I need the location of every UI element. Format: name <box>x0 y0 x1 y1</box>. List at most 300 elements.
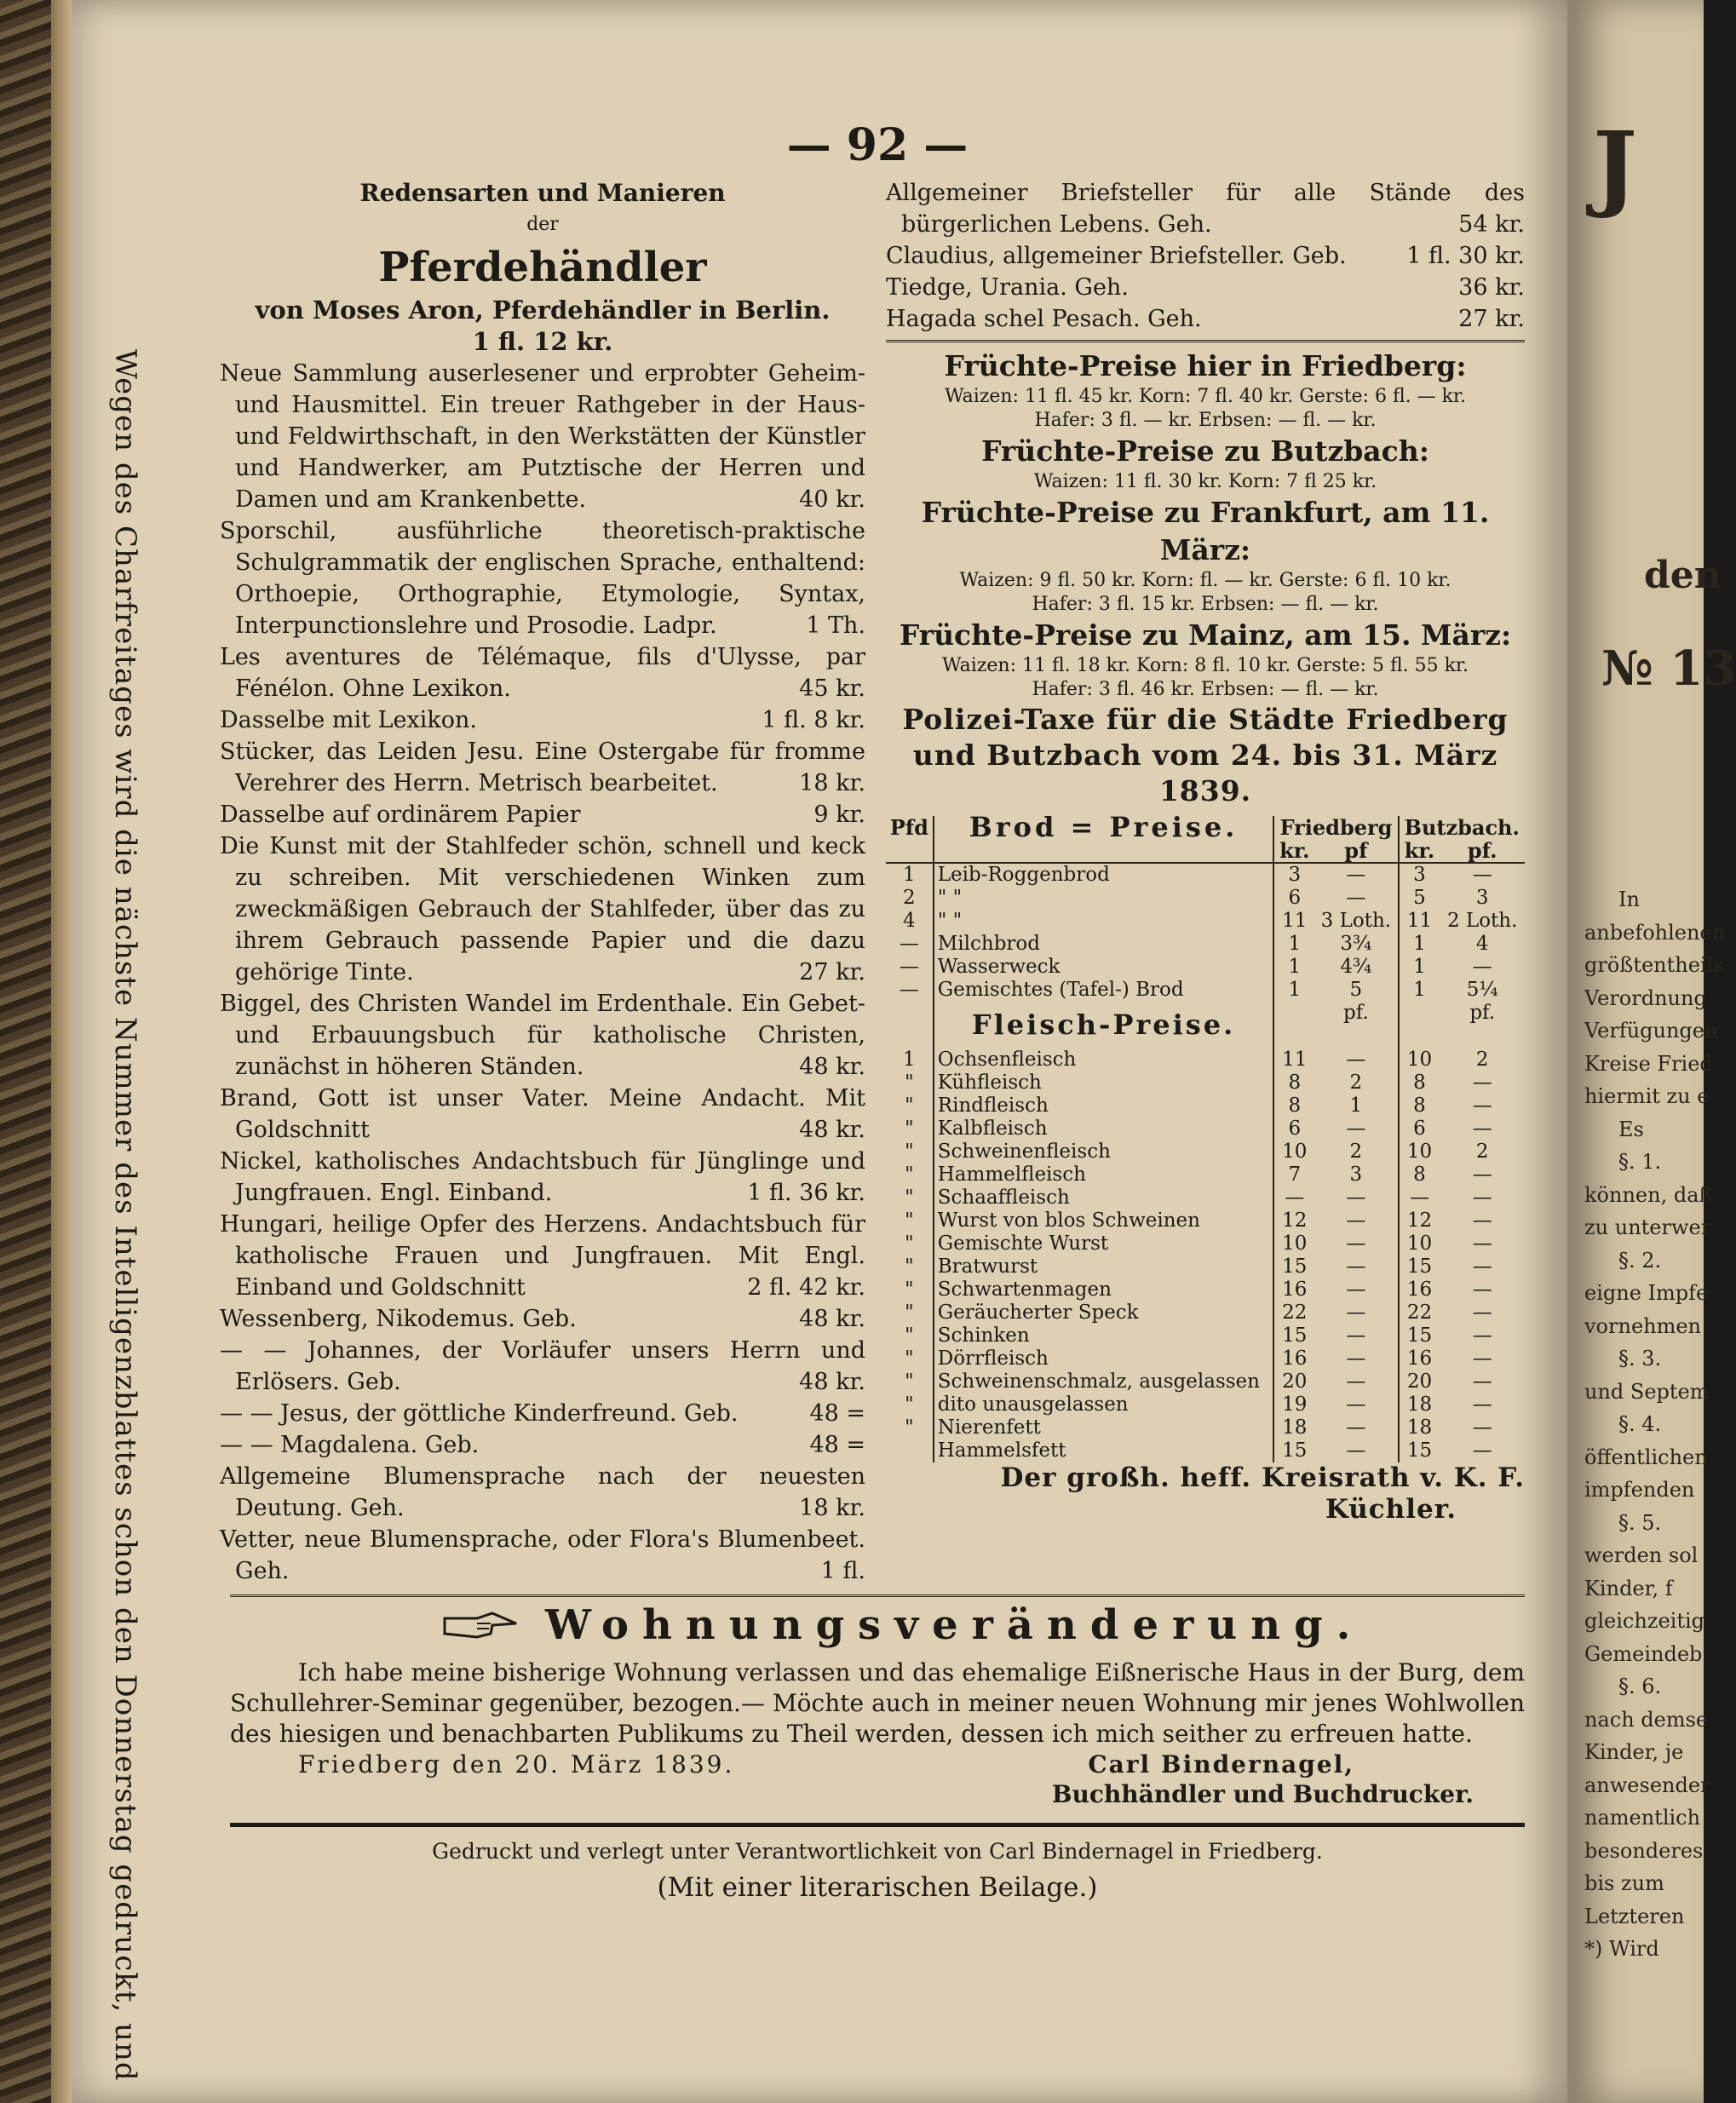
cell-bk: 1 <box>1399 956 1440 979</box>
book-entry <box>220 1524 865 1587</box>
next-page-line: Kinder, f <box>1584 1576 1673 1600</box>
cell-name: Schweinenschmalz, ausgelassen <box>934 1370 1274 1393</box>
entry-price: 48 kr. <box>799 1054 865 1080</box>
cell-bk: 10 <box>1399 1049 1440 1072</box>
cell-fp: — <box>1346 1278 1366 1301</box>
entry-text: Dasselbe mit Lexikon. <box>220 707 477 733</box>
cell-bk: 10 <box>1399 1141 1440 1164</box>
cell-bp: — <box>1472 1416 1492 1439</box>
cell-bk: 1 <box>1399 933 1440 956</box>
cell-bp: 4 <box>1475 933 1489 955</box>
table-row <box>886 1347 1525 1370</box>
cell-pfd: " <box>905 1301 914 1324</box>
cell-fk: 11 <box>1273 910 1314 933</box>
next-page-line: Verordnung <box>1584 985 1707 1010</box>
cell-pfd: 4 <box>903 910 916 932</box>
next-page-line: werden sol <box>1584 1543 1699 1567</box>
cell-pfd: — <box>899 933 919 955</box>
table-row <box>886 1118 1525 1141</box>
cell-name: Gemischtes (Tafel-) Brod <box>934 979 1274 1002</box>
ad-heading-der: der <box>526 214 559 235</box>
cell-pfd: " <box>905 1347 914 1370</box>
cell-bk: 22 <box>1399 1301 1440 1324</box>
cell-bp: — <box>1472 1278 1492 1301</box>
entry-text: — — Johannes, der Vorläufer unsers Herrn und Erlösers. Geb. <box>220 1337 865 1395</box>
next-page-line: zu unterwer <box>1584 1215 1711 1239</box>
cell-fp: — <box>1346 1439 1366 1462</box>
cell-bk: 10 <box>1399 1232 1440 1255</box>
book-list <box>220 358 865 1587</box>
cell-bp: — <box>1472 1393 1492 1416</box>
table-row <box>886 1164 1525 1187</box>
cell-bk: 16 <box>1399 1347 1440 1370</box>
announce-title: Wohnungsveränderung. <box>545 1601 1365 1649</box>
announce-title-row <box>230 1601 1525 1649</box>
cell-name: Gemischte Wurst <box>934 1232 1274 1255</box>
entry-price: 27 kr. <box>799 959 865 985</box>
entry-price: 36 kr. <box>1458 274 1525 301</box>
next-page-line: und Septem <box>1584 1379 1710 1404</box>
cell-name: Nierenfett <box>934 1416 1274 1439</box>
cell-fp: — <box>1346 1232 1366 1255</box>
cell-fk: 1 <box>1273 933 1314 956</box>
cell-bp: — <box>1472 1370 1492 1393</box>
cell-pfd: — <box>899 956 919 978</box>
next-page-line: anbefohlenen <box>1584 920 1726 945</box>
entry-price: 1 fl. 30 kr. <box>1406 243 1525 269</box>
next-page-line: Letzteren <box>1584 1904 1685 1928</box>
next-page-line: vornehmen <box>1584 1313 1702 1338</box>
entry-text: Sporschil, ausführliche theoretisch-praktische Schulgrammatik der englischen Sprache, enthaltend: Orthoepie, Orthographie, Etymologie, Syntax, Interpunctionslehre und Prosodie. Ladpr. <box>220 518 865 639</box>
next-page-line: eigne Impfe <box>1584 1281 1709 1305</box>
entry-text: Vetter, neue Blumensprache, oder Flora's Blumenbeet. Geh. <box>220 1526 865 1584</box>
announce-body: Ich habe meine bisherige Wohnung verlassen und das ehemalige Eißnerische Haus in der Burg, dem Schullehrer-Seminar gegenüber, bezogen.— Möchte auch in meiner neuen Wohnung mir jenes Wohlwollen des hiesigen und benachbarten Publikums zu Theil werden, dessen ich mich seither zu erfreuen hatte. <box>230 1658 1525 1748</box>
cell-fp: — <box>1346 1393 1366 1416</box>
cell-fp: — <box>1346 1416 1366 1439</box>
cell-bp: 2 <box>1475 1141 1489 1163</box>
bread-rows <box>886 863 1525 1002</box>
cell-fk: 7 <box>1273 1164 1314 1187</box>
signer-title: Buchhändler und Buchdrucker. <box>1051 1780 1474 1808</box>
cell-pfd <box>886 1439 934 1462</box>
table-row <box>886 887 1525 910</box>
ad-author: von Moses Aron, Pferdehändler in Berlin. <box>255 296 831 325</box>
cell-fk: 8 <box>1273 1095 1314 1118</box>
cell-fk: 15 <box>1273 1324 1314 1347</box>
entry-price: 1 Th. <box>806 612 865 639</box>
announce-sign <box>230 1750 1525 1780</box>
cell-fk: 6 <box>1273 1118 1314 1141</box>
market-title: Früchte-Preise hier in Friedberg: <box>944 349 1467 382</box>
cell-fp: 1 <box>1349 1095 1363 1117</box>
entry-text: Nickel, katholisches Andachtsbuch für Jünglinge und Jungfrauen. Engl. Einband. <box>220 1148 865 1206</box>
book-entry <box>220 1398 865 1429</box>
cell-fp: 5 <box>1349 979 1363 1001</box>
next-page-line: §. 1. <box>1618 1150 1662 1174</box>
footer-rule <box>230 1823 1525 1827</box>
cell-bp: — <box>1472 1210 1492 1232</box>
entry-price: 18 kr. <box>799 1495 865 1521</box>
cell-fk: 10 <box>1273 1141 1314 1164</box>
entry-price: 40 kr. <box>799 486 865 513</box>
cell-bk: 8 <box>1399 1095 1440 1118</box>
table-row <box>886 1301 1525 1324</box>
cell-fk: 16 <box>1273 1347 1314 1370</box>
next-page-line: Es <box>1618 1117 1644 1141</box>
entry-text: Tiedge, Urania. Geh. <box>886 274 1129 301</box>
table-row <box>886 979 1525 1002</box>
book-entry <box>220 358 865 515</box>
book-entry <box>220 988 865 1083</box>
next-page-line: §. 6. <box>1618 1675 1662 1698</box>
signature: Der großh. heff. Kreisrath v. K. F. <box>1000 1462 1525 1493</box>
footer-imprint: Gedruckt und verlegt unter Verantwortlichkeit von Carl Bindernagel in Friedberg. <box>432 1839 1323 1864</box>
cell-pfd: " <box>905 1118 914 1140</box>
next-page-line: Kreise Fried <box>1584 1051 1713 1076</box>
pf-label-2: pf. <box>1469 1002 1496 1024</box>
market-line: Waizen: 9 fl. 50 kr. Korn: fl. — kr. Gerste: 6 fl. 10 kr. <box>959 570 1451 591</box>
cell-fp: — <box>1346 1347 1366 1370</box>
tax-title: Polizei-Taxe für die Städte Friedberg und Butzbach vom 24. bis 31. März 1839. <box>902 703 1509 807</box>
market-title: Früchte-Preise zu Frankfurt, am 11. März: <box>921 496 1490 566</box>
book-entry <box>220 1429 865 1461</box>
table-row <box>886 1439 1525 1462</box>
cell-bk: 15 <box>1399 1255 1440 1278</box>
cell-fp: 3¾ <box>1340 933 1372 955</box>
book-entry <box>220 1146 865 1209</box>
cell-pfd: " <box>905 1187 914 1209</box>
cell-bp: — <box>1472 1187 1492 1209</box>
col-kr: kr. <box>1273 839 1314 863</box>
market-line: Hafer: 3 fl. 15 kr. Erbsen: — fl. — kr. <box>1032 594 1379 615</box>
entry-price: 48 = <box>809 1400 865 1427</box>
cell-bk: 15 <box>1399 1324 1440 1347</box>
book-list-right <box>886 177 1525 335</box>
signer: Carl Bindernagel, <box>1088 1750 1354 1778</box>
next-page-den: den <box>1644 554 1722 597</box>
col-pfd: Pfd <box>886 816 934 863</box>
table-row <box>886 1072 1525 1095</box>
cell-name: Milchbrod <box>934 933 1274 956</box>
next-page-line: *) Wird <box>1584 1937 1659 1961</box>
meat-rows <box>886 1049 1525 1462</box>
market-line: Waizen: 11 fl. 18 kr. Korn: 8 fl. 10 kr. Gerste: 5 fl. 55 kr. <box>941 655 1469 676</box>
cell-fk: 1 <box>1273 956 1314 979</box>
col-bread-title: Brod = Preise. <box>934 816 1274 863</box>
place-date: Friedberg den 20. März 1839. <box>298 1750 735 1778</box>
book-entry <box>220 799 865 830</box>
cell-pfd: " <box>905 1278 914 1301</box>
cell-fp: — <box>1346 864 1366 886</box>
table-row <box>886 1141 1525 1164</box>
cell-fp: — <box>1346 1255 1366 1278</box>
table-row <box>886 863 1525 887</box>
cell-pfd: " <box>905 1416 914 1439</box>
col-friedberg: Friedberg <box>1273 816 1398 839</box>
vertical-note: Wegen des Charfreitages wird die nächste Nummer des Intelligenzblattes schon den Donnerstag gedruckt, und <box>108 349 142 2082</box>
entry-text: Les aventures de Télémaque, fils d'Ulysse, par Fénélon. Ohne Lexikon. <box>220 644 865 702</box>
ad-title: Pferdehändler <box>378 244 707 291</box>
cell-bp: — <box>1472 1072 1492 1094</box>
cell-fk: 15 <box>1273 1439 1314 1462</box>
book-entry <box>220 1303 865 1335</box>
cell-fk: 3 <box>1273 863 1314 887</box>
cell-bp: — <box>1472 1118 1492 1140</box>
cell-bk: 5 <box>1399 887 1440 910</box>
cell-fk: 10 <box>1273 1232 1314 1255</box>
book-entry <box>220 1335 865 1398</box>
entry-text: — — Magdalena. Geb. <box>220 1432 480 1458</box>
next-page-line: nach demse <box>1584 1707 1709 1732</box>
table-row <box>886 1095 1525 1118</box>
cell-bp: 2 Loth. <box>1446 910 1518 932</box>
cell-fp: — <box>1346 1370 1366 1393</box>
table-row <box>886 933 1525 956</box>
table-row <box>886 1187 1525 1210</box>
cell-pfd: " <box>905 1164 914 1186</box>
entry-price: 9 kr. <box>813 802 865 828</box>
entry-text: Hungari, heilige Opfer des Herzens. Andachtsbuch für katholische Frauen und Jungfrauen. Mit Engl. Einband und Goldschnitt <box>220 1211 865 1301</box>
book-entry <box>220 830 865 988</box>
cell-bk: 11 <box>1399 910 1440 933</box>
entry-price: 2 fl. 42 kr. <box>747 1274 865 1301</box>
entry-price: 48 kr. <box>799 1117 865 1143</box>
next-page-line: In <box>1618 888 1640 911</box>
market-line: Hafer: 3 fl. 46 kr. Erbsen: — fl. — kr. <box>1032 679 1379 700</box>
book-entry <box>220 1083 865 1146</box>
cell-bk: 18 <box>1399 1393 1440 1416</box>
cell-name: " " <box>934 887 1274 910</box>
col-butzbach: Butzbach. <box>1399 816 1525 839</box>
next-page-line: öffentlichen <box>1584 1445 1708 1469</box>
market-title: Früchte-Preise zu Mainz, am 15. März: <box>899 618 1512 652</box>
next-page-line: §. 3. <box>1618 1347 1662 1370</box>
table-row <box>886 956 1525 979</box>
entry-price: 27 kr. <box>1458 306 1525 332</box>
entry-price: 48 kr. <box>799 1306 865 1332</box>
entry-text: Claudius, allgemeiner Briefsteller. Geb. <box>886 243 1347 269</box>
cell-name: Leib-Roggenbrod <box>934 863 1274 887</box>
next-page-line: Gemeindeb <box>1584 1641 1703 1666</box>
cell-bk: 3 <box>1399 863 1440 887</box>
cell-pfd: " <box>905 1393 914 1416</box>
cell-fk: — <box>1273 1187 1314 1210</box>
book-entry <box>220 1461 865 1524</box>
cell-pfd: 1 <box>903 864 916 886</box>
cell-fk: 22 <box>1273 1301 1314 1324</box>
book-entry <box>886 272 1525 303</box>
entry-price: 48 = <box>809 1432 865 1458</box>
book-entry <box>220 641 865 704</box>
next-page-line: Verfügungen <box>1584 1019 1718 1043</box>
entry-text: Die Kunst mit der Stahlfeder schön, schnell und keck zu schreiben. Mit verschiedenen Winken zum zweckmäßigen Gebrauch der Stahlfeder, über das zu ihrem Gebrauch passende Papier und die dazu gehörige Tinte. <box>220 833 865 985</box>
market-line: Waizen: 11 fl. 30 kr. Korn: 7 fl 25 kr. <box>1033 471 1377 492</box>
next-page-line: §. 2. <box>1618 1248 1662 1273</box>
footer <box>230 1823 1525 1909</box>
entry-text: Hagada schel Pesach. Geh. <box>886 306 1202 332</box>
cell-pfd: 2 <box>903 887 916 909</box>
table-row <box>886 1416 1525 1439</box>
cell-pfd: " <box>905 1141 914 1163</box>
next-page-number: № 13 <box>1601 641 1736 697</box>
cell-fk: 1 <box>1273 979 1314 1002</box>
cell-name: Schweinenfleisch <box>934 1141 1274 1164</box>
cell-bp: — <box>1472 1301 1492 1324</box>
cell-bk: 8 <box>1399 1164 1440 1187</box>
cell-fp: — <box>1346 1049 1366 1071</box>
pointing-hand-icon <box>443 1608 520 1642</box>
cell-name: Bratwurst <box>934 1255 1274 1278</box>
cell-bp: — <box>1472 1095 1492 1117</box>
entry-text: Neue Sammlung auserlesener und erprobter Geheim- und Hausmittel. Ein treuer Rathgeber in der Haus- und Feldwirthschaft, in den Werkstätten der Künstler und Handwerker, am Putztische der Herren und Damen und am Krankenbette. <box>220 360 865 513</box>
table-row <box>886 1232 1525 1255</box>
cell-fk: 16 <box>1273 1278 1314 1301</box>
cell-fk: 12 <box>1273 1210 1314 1232</box>
next-page-line: können, daß <box>1584 1182 1713 1207</box>
entry-text: Dasselbe auf ordinärem Papier <box>220 802 581 828</box>
cell-name: " " <box>934 910 1274 933</box>
table-row <box>886 1255 1525 1278</box>
cell-fp: 3 <box>1349 1164 1363 1186</box>
cell-name: dito unausgelassen <box>934 1393 1274 1416</box>
cell-bk: 15 <box>1399 1439 1440 1462</box>
signature-name: Küchler. <box>1325 1494 1457 1525</box>
cell-fp: 2 <box>1349 1141 1363 1163</box>
book-entry <box>220 704 865 736</box>
table-row <box>886 1393 1525 1416</box>
cell-name: Kühfleisch <box>934 1072 1274 1095</box>
cell-bk: — <box>1399 1187 1440 1210</box>
cell-fk: 18 <box>1273 1416 1314 1439</box>
entry-text: Wessenberg, Nikodemus. Geb. <box>220 1306 577 1332</box>
next-page-line: impfenden <box>1584 1478 1695 1502</box>
cell-name: Geräucherter Speck <box>934 1301 1274 1324</box>
cell-bk: 1 <box>1399 979 1440 1002</box>
cell-fk: 19 <box>1273 1393 1314 1416</box>
cell-fp: 4¾ <box>1340 956 1372 978</box>
cell-bp: — <box>1472 1347 1492 1370</box>
next-page-line: namentlich <box>1584 1806 1701 1830</box>
cell-name: Rindfleisch <box>934 1095 1274 1118</box>
cell-name: Kalbfleisch <box>934 1118 1274 1141</box>
cell-name: Wasserweck <box>934 956 1274 979</box>
cell-name: Dörrfleisch <box>934 1347 1274 1370</box>
cell-pfd: 1 <box>903 1049 916 1071</box>
next-page-line: §. 5. <box>1618 1510 1662 1535</box>
table-row <box>886 1049 1525 1072</box>
cell-pfd: " <box>905 1210 914 1232</box>
cell-fk: 11 <box>1273 1049 1314 1072</box>
cell-pfd: " <box>905 1324 914 1347</box>
next-page-line: gleichzeitig <box>1584 1609 1705 1633</box>
cell-bp: — <box>1472 956 1492 978</box>
book-entry <box>220 736 865 799</box>
left-column <box>220 177 865 1587</box>
entry-text: Stücker, das Leiden Jesu. Eine Ostergabe für fromme Verehrer des Herrn. Metrisch bearbeitet. <box>220 738 865 796</box>
market-title: Früchte-Preise zu Butzbach: <box>981 434 1429 468</box>
ad-price: 1 fl. 12 kr. <box>472 327 613 356</box>
cell-pfd: — <box>899 979 919 1001</box>
cell-fp: — <box>1346 1301 1366 1324</box>
cell-fk: 6 <box>1273 887 1314 910</box>
cell-bp: — <box>1472 1255 1492 1278</box>
table-row <box>886 910 1525 933</box>
book-entry <box>886 303 1525 335</box>
cell-name: Hammelfleisch <box>934 1164 1274 1187</box>
entry-text: Brand, Gott ist unser Vater. Meine Andacht. Mit Goldschnitt <box>220 1085 865 1143</box>
col-pf-2: pf. <box>1440 839 1525 863</box>
entry-price: 54 kr. <box>1458 211 1525 238</box>
cell-fp: — <box>1346 1210 1366 1232</box>
cell-pfd: " <box>905 1095 914 1117</box>
cell-bp: — <box>1472 864 1492 886</box>
cell-fk: 8 <box>1273 1072 1314 1095</box>
next-page-line: Kinder, je <box>1584 1740 1684 1764</box>
next-page-line: §. 4. <box>1618 1412 1662 1436</box>
cell-bk: 20 <box>1399 1370 1440 1393</box>
market-line: Waizen: 11 fl. 45 kr. Korn: 7 fl. 40 kr. Gerste: 6 fl. — kr. <box>944 386 1467 407</box>
next-page-line: größtentheils <box>1584 953 1724 977</box>
next-page-line: anwesender <box>1584 1773 1710 1797</box>
entry-price: 1 fl. 36 kr. <box>747 1180 865 1206</box>
cell-fp: — <box>1346 887 1366 909</box>
pf-label: pf. <box>1342 1002 1369 1024</box>
cell-bp: 5¼ <box>1466 979 1498 1001</box>
announcement <box>230 1601 1525 1808</box>
entry-price: 18 kr. <box>799 770 865 796</box>
market-line: Hafer: 3 fl. — kr. Erbsen: — fl. — kr. <box>1034 410 1377 431</box>
cell-bk: 12 <box>1399 1210 1440 1232</box>
cell-bp: 3 <box>1475 887 1489 909</box>
cell-bp: — <box>1472 1232 1492 1255</box>
entry-text: Biggel, des Christen Wandel im Erdenthale. Ein Gebet- und Erbauungsbuch für katholische Christen, zunächst in höheren Ständen. <box>220 991 865 1080</box>
market-prices <box>886 348 1525 702</box>
cell-fk: 15 <box>1273 1255 1314 1278</box>
divider <box>886 340 1525 342</box>
cell-name: Ochsenfleisch <box>934 1049 1274 1072</box>
book-entry <box>220 1209 865 1303</box>
entry-text: Allgemeiner Briefsteller für alle Stände des bürgerlichen Lebens. Geh. <box>886 180 1525 238</box>
meat-title: Fleisch-Preise. <box>934 1002 1274 1049</box>
table-row <box>886 1370 1525 1393</box>
cell-bp: — <box>1472 1439 1492 1462</box>
cell-bk: 18 <box>1399 1416 1440 1439</box>
divider-announce <box>230 1594 1525 1597</box>
cell-name: Schaaffleisch <box>934 1187 1274 1210</box>
cell-fk: 20 <box>1273 1370 1314 1393</box>
cell-name: Hammelsfett <box>934 1439 1274 1462</box>
next-page-line: bis zum <box>1584 1871 1664 1895</box>
next-page-line: hiermit zu e <box>1584 1084 1710 1108</box>
cell-name: Schwartenmagen <box>934 1278 1274 1301</box>
book-entry <box>886 177 1525 240</box>
cell-bp: — <box>1472 1164 1492 1186</box>
cell-bk: 6 <box>1399 1118 1440 1141</box>
price-table <box>886 811 1525 1462</box>
cell-pfd: " <box>905 1255 914 1278</box>
entry-price: 48 kr. <box>799 1369 865 1395</box>
cell-bk: 16 <box>1399 1278 1440 1301</box>
next-page-initial: J <box>1593 111 1638 221</box>
cell-bp: 2 <box>1475 1049 1489 1071</box>
entry-price: 1 fl. <box>820 1558 865 1584</box>
cell-fp: — <box>1346 1187 1366 1209</box>
entry-price: 45 kr. <box>799 675 865 702</box>
cell-bp: — <box>1472 1324 1492 1347</box>
ad-heading: Redensarten und Manieren <box>359 179 726 207</box>
entry-text: Allgemeine Blumensprache nach der neuesten Deutung. Geh. <box>220 1463 865 1521</box>
cell-pfd: " <box>905 1232 914 1255</box>
